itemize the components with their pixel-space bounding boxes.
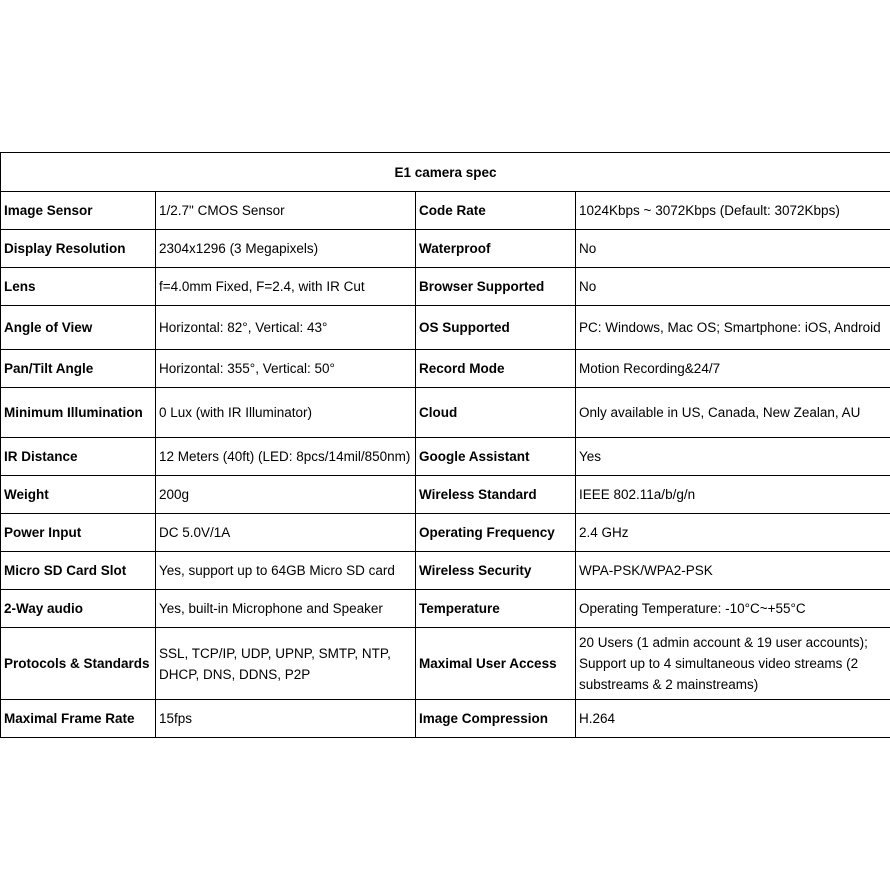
spec-value: 1/2.7" CMOS Sensor	[156, 192, 416, 230]
spec-label: Angle of View	[1, 306, 156, 350]
table-row	[1, 192, 890, 230]
spec-label: Weight	[1, 476, 156, 514]
spec-label: Minimum Illumination	[1, 388, 156, 438]
spec-value: Yes, built-in Microphone and Speaker	[156, 590, 416, 628]
spec-table	[0, 152, 890, 738]
table-row	[1, 590, 890, 628]
spec-value: 1024Kbps ~ 3072Kbps (Default: 3072Kbps)	[576, 192, 890, 230]
spec-label: Micro SD Card Slot	[1, 552, 156, 590]
spec-value: Yes	[576, 438, 890, 476]
spec-value: DC 5.0V/1A	[156, 514, 416, 552]
spec-value: 0 Lux (with IR Illuminator)	[156, 388, 416, 438]
spec-label: 2-Way audio	[1, 590, 156, 628]
spec-value: Only available in US, Canada, New Zealan, AU	[576, 388, 890, 438]
spec-value: Horizontal: 355°, Vertical: 50°	[156, 350, 416, 388]
table-row	[1, 268, 890, 306]
spec-label: IR Distance	[1, 438, 156, 476]
spec-label: Image Sensor	[1, 192, 156, 230]
table-row	[1, 476, 890, 514]
spec-label: Wireless Standard	[416, 476, 576, 514]
table-row	[1, 388, 890, 438]
spec-value: 2.4 GHz	[576, 514, 890, 552]
table-title: E1 camera spec	[1, 153, 890, 192]
spec-label: Display Resolution	[1, 230, 156, 268]
table-row	[1, 628, 890, 700]
table-title-row	[1, 153, 890, 192]
spec-label: Record Mode	[416, 350, 576, 388]
spec-value: IEEE 802.11a/b/g/n	[576, 476, 890, 514]
spec-label: Maximal User Access	[416, 628, 576, 700]
table-row	[1, 230, 890, 268]
spec-value: 20 Users (1 admin account & 19 user accounts); Support up to 4 simultaneous video streams (2 substreams & 2 mainstreams)	[576, 628, 890, 700]
spec-label: Waterproof	[416, 230, 576, 268]
spec-value: PC: Windows, Mac OS; Smartphone: iOS, Android	[576, 306, 890, 350]
spec-value: No	[576, 230, 890, 268]
spec-label: Browser Supported	[416, 268, 576, 306]
spec-label: Wireless Security	[416, 552, 576, 590]
spec-label: Pan/Tilt Angle	[1, 350, 156, 388]
spec-label: Maximal Frame Rate	[1, 700, 156, 738]
spec-value: 2304x1296 (3 Megapixels)	[156, 230, 416, 268]
spec-label: Image Compression	[416, 700, 576, 738]
spec-value: No	[576, 268, 890, 306]
spec-value: Horizontal: 82°, Vertical: 43°	[156, 306, 416, 350]
table-row	[1, 552, 890, 590]
spec-label: Temperature	[416, 590, 576, 628]
spec-label: Cloud	[416, 388, 576, 438]
spec-label: Protocols & Standards	[1, 628, 156, 700]
table-row	[1, 514, 890, 552]
table-row	[1, 306, 890, 350]
spec-label: Operating Frequency	[416, 514, 576, 552]
table-row	[1, 350, 890, 388]
spec-value: H.264	[576, 700, 890, 738]
spec-label: Code Rate	[416, 192, 576, 230]
spec-label: Power Input	[1, 514, 156, 552]
spec-label: Google Assistant	[416, 438, 576, 476]
spec-value: WPA-PSK/WPA2-PSK	[576, 552, 890, 590]
spec-value: Motion Recording&24/7	[576, 350, 890, 388]
spec-label: Lens	[1, 268, 156, 306]
spec-value: Yes, support up to 64GB Micro SD card	[156, 552, 416, 590]
spec-value: f=4.0mm Fixed, F=2.4, with IR Cut	[156, 268, 416, 306]
table-row	[1, 700, 890, 738]
spec-value: SSL, TCP/IP, UDP, UPNP, SMTP, NTP, DHCP, DNS, DDNS, P2P	[156, 628, 416, 700]
spec-value: 12 Meters (40ft) (LED: 8pcs/14mil/850nm)	[156, 438, 416, 476]
spec-label: OS Supported	[416, 306, 576, 350]
spec-value: 200g	[156, 476, 416, 514]
spec-value: 15fps	[156, 700, 416, 738]
spec-value: Operating Temperature: -10°C~+55°C	[576, 590, 890, 628]
table-row	[1, 438, 890, 476]
